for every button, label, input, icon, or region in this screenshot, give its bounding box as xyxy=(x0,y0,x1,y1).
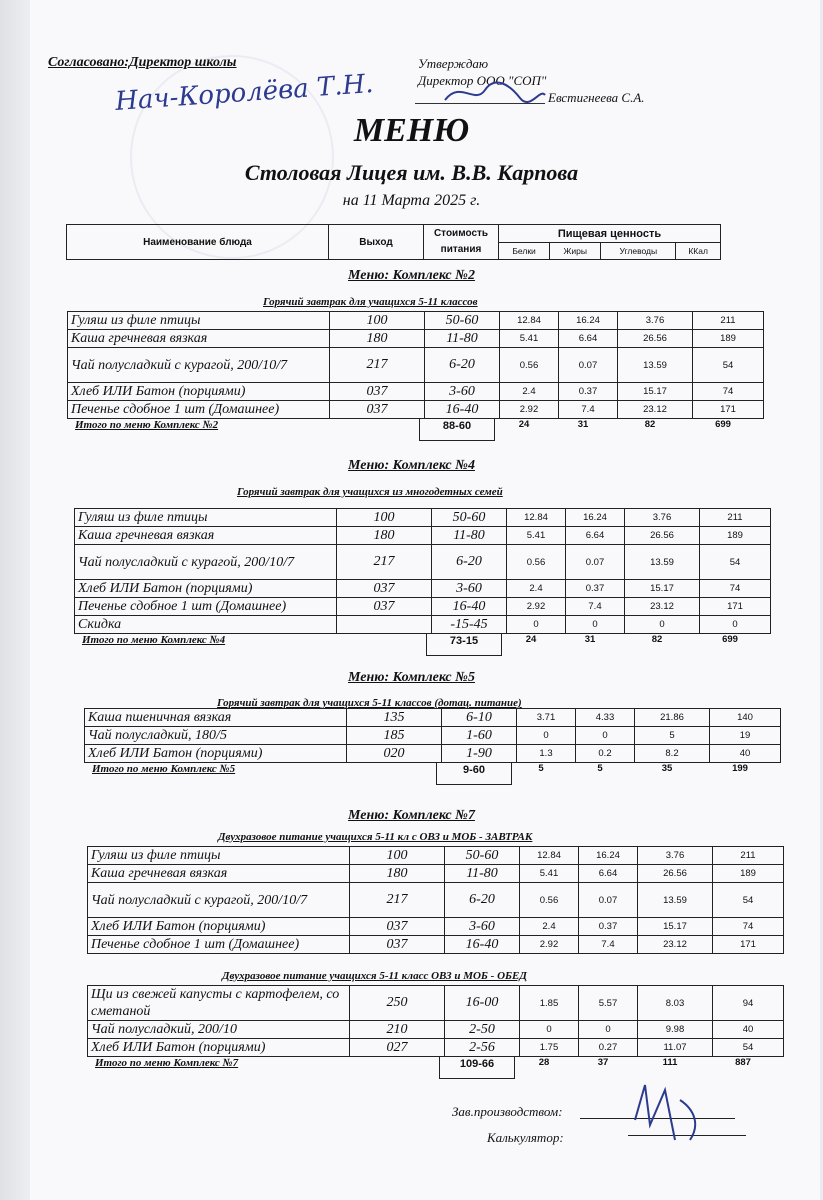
cell-cost: 11-80 xyxy=(432,527,507,545)
section-subtitle: Горячий завтрак для учащихся из многодетных семей xyxy=(237,486,503,498)
footer-calculator-label: Калькулятор: xyxy=(487,1130,564,1145)
cell-kcal: 171 xyxy=(713,936,784,954)
cell-cost: 11-80 xyxy=(425,330,500,348)
table-row xyxy=(88,847,784,865)
total-fat: 5 xyxy=(597,763,603,774)
cell-cost: 50-60 xyxy=(432,509,507,527)
signature-scribble-footer xyxy=(620,1080,720,1150)
cell-fat: 0.27 xyxy=(579,1039,638,1057)
table-row xyxy=(85,745,781,763)
approval-left-label: Согласовано:Директор школы xyxy=(48,55,237,70)
cell-carbs: 8.03 xyxy=(638,986,713,1021)
cell-fat: 16.24 xyxy=(559,312,618,330)
cell-kcal: 54 xyxy=(693,348,764,383)
table-row xyxy=(75,527,771,545)
cell-kcal: 189 xyxy=(700,527,771,545)
cell-name: Чай полусладкий, 200/10 xyxy=(88,1021,350,1039)
signature-scribble-right xyxy=(440,80,550,110)
cell-portion: 037 xyxy=(330,401,425,419)
cell-kcal: 189 xyxy=(713,865,784,883)
cell-fat: 0.07 xyxy=(559,348,618,383)
handwritten-signature-left: Нач-Королёва Т.Н. xyxy=(114,69,375,117)
table-row xyxy=(68,348,764,383)
section-title: Меню: Комплекс №7 xyxy=(348,808,475,823)
cell-kcal: 74 xyxy=(713,918,784,936)
cell-carbs: 23.12 xyxy=(638,936,713,954)
table-row xyxy=(75,509,771,527)
cell-kcal: 189 xyxy=(693,330,764,348)
cell-kcal: 40 xyxy=(710,745,781,763)
cell-cost: 16-40 xyxy=(445,936,520,954)
cell-portion: 100 xyxy=(337,509,432,527)
cell-cost: 50-60 xyxy=(425,312,500,330)
section-title: Меню: Комплекс №2 xyxy=(348,268,475,283)
cell-carbs: 26.56 xyxy=(625,527,700,545)
header-nutrition: Пищевая ценность xyxy=(499,225,721,243)
cell-protein: 0 xyxy=(517,727,576,745)
cell-protein: 2.4 xyxy=(500,383,559,401)
cell-protein: 0.56 xyxy=(507,545,566,580)
table-row xyxy=(85,727,781,745)
cell-portion: 020 xyxy=(347,745,442,763)
table-row xyxy=(88,1039,784,1057)
cell-fat: 0 xyxy=(576,727,635,745)
total-kcal: 199 xyxy=(732,763,748,774)
table-row xyxy=(88,883,784,918)
cell-protein: 1.85 xyxy=(520,986,579,1021)
table-row xyxy=(68,383,764,401)
table-row xyxy=(68,312,764,330)
cell-protein: 12.84 xyxy=(507,509,566,527)
table-row xyxy=(75,580,771,598)
cell-fat: 7.4 xyxy=(566,598,625,616)
cell-cost: 2-56 xyxy=(445,1039,520,1057)
cell-cost: 16-00 xyxy=(445,986,520,1021)
cell-fat: 0 xyxy=(579,1021,638,1039)
cell-portion: 027 xyxy=(350,1039,445,1057)
total-label: Итого по меню Комплекс №7 xyxy=(95,1057,239,1069)
cell-carbs: 13.59 xyxy=(618,348,693,383)
cell-name: Гуляш из филе птицы xyxy=(68,312,330,330)
cell-name: Каша гречневая вязкая xyxy=(68,330,330,348)
cell-kcal: 211 xyxy=(713,847,784,865)
cell-cost: 11-80 xyxy=(445,865,520,883)
page-date: на 11 Марта 2025 г. xyxy=(342,192,481,209)
cell-cost: 6-20 xyxy=(432,545,507,580)
table-row xyxy=(68,330,764,348)
cell-portion: 037 xyxy=(350,936,445,954)
cell-portion: 100 xyxy=(330,312,425,330)
page-title: МЕНЮ xyxy=(353,112,470,149)
cell-carbs: 3.76 xyxy=(618,312,693,330)
approval-right-line1: Утверждаю xyxy=(418,56,489,71)
cell-portion: 217 xyxy=(330,348,425,383)
cell-kcal: 140 xyxy=(710,709,781,727)
total-protein: 24 xyxy=(518,419,530,430)
cell-name: Чай полусладкий с курагой, 200/10/7 xyxy=(68,348,330,383)
cell-carbs: 8.2 xyxy=(635,745,710,763)
cell-name: Печенье сдобное 1 шт (Домашнее) xyxy=(88,936,350,954)
cell-carbs: 9.98 xyxy=(638,1021,713,1039)
cell-protein: 1.75 xyxy=(520,1039,579,1057)
cell-cost: 6-10 xyxy=(442,709,517,727)
cell-portion: 037 xyxy=(337,598,432,616)
cell-portion: 217 xyxy=(337,545,432,580)
total-kcal: 699 xyxy=(715,419,731,430)
cell-portion: 180 xyxy=(350,865,445,883)
cell-cost: 6-20 xyxy=(445,883,520,918)
total-carbs: 35 xyxy=(661,763,673,774)
cell-cost: 3-60 xyxy=(432,580,507,598)
header-protein: Белки xyxy=(499,243,550,260)
cell-fat: 7.4 xyxy=(579,936,638,954)
cell-kcal: 54 xyxy=(700,545,771,580)
cell-kcal: 40 xyxy=(713,1021,784,1039)
section-title: Меню: Комплекс №5 xyxy=(348,670,475,685)
menu-table-section-2 xyxy=(74,508,771,634)
cell-name: Каша гречневая вязкая xyxy=(88,865,350,883)
cell-fat: 7.4 xyxy=(559,401,618,419)
header-portion: Выход xyxy=(329,225,424,260)
cell-name: Щи из свежей капусты с картофелем, со сметаной xyxy=(88,986,350,1021)
header-carbs: Углеводы xyxy=(601,243,676,260)
section-subtitle: Горячий завтрак для учащихся 5-11 классов (дотац. питание) xyxy=(217,697,522,709)
cell-kcal: 19 xyxy=(710,727,781,745)
header-cost xyxy=(424,225,499,260)
footer-production-label: Зав.производством: xyxy=(452,1104,563,1119)
table-row xyxy=(75,598,771,616)
cell-fat: 0.37 xyxy=(566,580,625,598)
cell-fat: 0.37 xyxy=(579,918,638,936)
table-row xyxy=(75,545,771,580)
cell-carbs: 26.56 xyxy=(638,865,713,883)
cell-kcal: 211 xyxy=(700,509,771,527)
total-carbs: 82 xyxy=(651,634,663,645)
section-subtitle: Двухразовое питание учащихся 5-11 кл с ОВЗ и МОБ - ЗАВТРАК xyxy=(218,831,533,843)
cell-cost: -15-45 xyxy=(432,616,507,634)
cell-cost: 16-40 xyxy=(425,401,500,419)
cell-fat: 4.33 xyxy=(576,709,635,727)
cell-kcal: 94 xyxy=(713,986,784,1021)
cell-cost: 3-60 xyxy=(445,918,520,936)
table-row xyxy=(88,936,784,954)
total-fat: 31 xyxy=(584,634,596,645)
cell-name: Печенье сдобное 1 шт (Домашнее) xyxy=(75,598,337,616)
cell-portion: 135 xyxy=(347,709,442,727)
cell-portion: 100 xyxy=(350,847,445,865)
cell-carbs: 23.12 xyxy=(618,401,693,419)
menu-table-section-4-lunch xyxy=(87,985,784,1057)
approval-right-line2: Директор ООО "СОП" xyxy=(418,73,547,88)
cell-kcal: 74 xyxy=(693,383,764,401)
cell-protein: 5.41 xyxy=(507,527,566,545)
total-cost: 88-60 xyxy=(419,418,495,441)
cell-protein: 0.56 xyxy=(520,883,579,918)
cell-portion: 217 xyxy=(350,883,445,918)
cell-cost: 50-60 xyxy=(445,847,520,865)
cell-carbs: 15.17 xyxy=(618,383,693,401)
cell-protein: 2.4 xyxy=(520,918,579,936)
cell-fat: 0.2 xyxy=(576,745,635,763)
cell-carbs: 15.17 xyxy=(638,918,713,936)
cell-carbs: 11.07 xyxy=(638,1039,713,1057)
cell-kcal: 0 xyxy=(700,616,771,634)
menu-table-section-1 xyxy=(67,311,764,419)
cell-protein: 1.3 xyxy=(517,745,576,763)
cell-kcal: 54 xyxy=(713,883,784,918)
cell-protein: 2.92 xyxy=(507,598,566,616)
cell-protein: 3.71 xyxy=(517,709,576,727)
total-carbs: 82 xyxy=(644,419,656,430)
cell-name: Хлеб ИЛИ Батон (порциями) xyxy=(75,580,337,598)
cell-name: Чай полусладкий, 180/5 xyxy=(85,727,347,745)
cell-fat: 0.37 xyxy=(559,383,618,401)
cell-protein: 0 xyxy=(507,616,566,634)
header-kcal: ККал xyxy=(676,243,721,260)
cell-protein: 12.84 xyxy=(500,312,559,330)
table-row xyxy=(68,401,764,419)
cell-protein: 12.84 xyxy=(520,847,579,865)
cell-name: Хлеб ИЛИ Батон (порциями) xyxy=(85,745,347,763)
table-header xyxy=(66,224,721,260)
cell-carbs: 3.76 xyxy=(638,847,713,865)
cell-kcal: 74 xyxy=(700,580,771,598)
cell-carbs: 0 xyxy=(625,616,700,634)
cell-cost: 1-60 xyxy=(442,727,517,745)
cell-fat: 5.57 xyxy=(579,986,638,1021)
cell-protein: 5.41 xyxy=(520,865,579,883)
total-label: Итого по меню Комплекс №5 xyxy=(92,763,236,775)
cell-fat: 16.24 xyxy=(579,847,638,865)
cell-protein: 2.4 xyxy=(507,580,566,598)
cell-name: Чай полусладкий с курагой, 200/10/7 xyxy=(88,883,350,918)
cell-protein: 0.56 xyxy=(500,348,559,383)
cell-portion: 037 xyxy=(337,580,432,598)
cell-name: Печенье сдобное 1 шт (Домашнее) xyxy=(68,401,330,419)
cell-carbs: 13.59 xyxy=(638,883,713,918)
section-subtitle-2: Двухразовое питание учащихся 5-11 класс ОВЗ и МОБ - ОБЕД xyxy=(222,970,527,982)
cell-carbs: 21.86 xyxy=(635,709,710,727)
cell-fat: 16.24 xyxy=(566,509,625,527)
total-protein: 24 xyxy=(525,634,537,645)
cell-name: Каша пшеничная вязкая xyxy=(85,709,347,727)
cell-name: Гуляш из филе птицы xyxy=(88,847,350,865)
cell-fat: 0.07 xyxy=(566,545,625,580)
cell-name: Чай полусладкий с курагой, 200/10/7 xyxy=(75,545,337,580)
total-kcal: 887 xyxy=(735,1057,751,1068)
total-carbs: 111 xyxy=(662,1057,678,1068)
cell-cost: 6-20 xyxy=(425,348,500,383)
cell-protein: 2.92 xyxy=(500,401,559,419)
page-subtitle: Столовая Лицея им. В.В. Карпова xyxy=(244,160,579,185)
cell-kcal: 211 xyxy=(693,312,764,330)
cell-kcal: 54 xyxy=(713,1039,784,1057)
total-fat: 37 xyxy=(597,1057,609,1068)
total-cost: 73-15 xyxy=(426,633,502,656)
cell-portion: 037 xyxy=(350,918,445,936)
cell-name: Гуляш из филе птицы xyxy=(75,509,337,527)
cell-name: Каша гречневая вязкая xyxy=(75,527,337,545)
cell-fat: 6.64 xyxy=(579,865,638,883)
cell-protein: 2.92 xyxy=(520,936,579,954)
cell-cost: 1-90 xyxy=(442,745,517,763)
total-fat: 31 xyxy=(577,419,589,430)
section-subtitle: Горячий завтрак для учащихся 5-11 классов xyxy=(263,296,478,308)
cell-name: Хлеб ИЛИ Батон (порциями) xyxy=(88,918,350,936)
cell-cost: 3-60 xyxy=(425,383,500,401)
header-fat: Жиры xyxy=(550,243,601,260)
table-row xyxy=(85,709,781,727)
cell-portion: 210 xyxy=(350,1021,445,1039)
cell-portion: 180 xyxy=(330,330,425,348)
table-row xyxy=(88,918,784,936)
total-label: Итого по меню Комплекс №4 xyxy=(82,634,226,646)
cell-kcal: 171 xyxy=(700,598,771,616)
cell-carbs: 13.59 xyxy=(625,545,700,580)
total-kcal: 699 xyxy=(722,634,738,645)
cell-portion: 185 xyxy=(347,727,442,745)
cell-carbs: 23.12 xyxy=(625,598,700,616)
cell-protein: 5.41 xyxy=(500,330,559,348)
table-row xyxy=(75,616,771,634)
header-cost-line1: Стоимость xyxy=(433,228,489,239)
approval-right-name: Евстигнеева С.А. xyxy=(548,90,645,105)
cell-kcal: 171 xyxy=(693,401,764,419)
cell-fat: 6.64 xyxy=(566,527,625,545)
menu-table-section-4 xyxy=(87,846,784,954)
table-row xyxy=(88,986,784,1021)
cell-carbs: 26.56 xyxy=(618,330,693,348)
cell-fat: 0 xyxy=(566,616,625,634)
cell-name: Скидка xyxy=(75,616,337,634)
cell-portion: 180 xyxy=(337,527,432,545)
menu-table-section-3 xyxy=(84,708,781,763)
total-protein: 28 xyxy=(538,1057,550,1068)
cell-portion: 037 xyxy=(330,383,425,401)
cell-portion xyxy=(337,616,432,634)
cell-fat: 0.07 xyxy=(579,883,638,918)
total-cost: 9-60 xyxy=(436,762,512,785)
cell-cost: 2-50 xyxy=(445,1021,520,1039)
total-cost: 109-66 xyxy=(439,1056,515,1079)
cell-fat: 6.64 xyxy=(559,330,618,348)
cell-cost: 16-40 xyxy=(432,598,507,616)
section-title: Меню: Комплекс №4 xyxy=(348,458,475,473)
cell-name: Хлеб ИЛИ Батон (порциями) xyxy=(68,383,330,401)
cell-carbs: 3.76 xyxy=(625,509,700,527)
cell-protein: 0 xyxy=(520,1021,579,1039)
cell-portion: 250 xyxy=(350,986,445,1021)
table-row xyxy=(88,1021,784,1039)
cell-carbs: 15.17 xyxy=(625,580,700,598)
total-protein: 5 xyxy=(538,763,544,774)
total-label: Итого по меню Комплекс №2 xyxy=(75,419,219,431)
cell-carbs: 5 xyxy=(635,727,710,745)
cell-name: Хлеб ИЛИ Батон (порциями) xyxy=(88,1039,350,1057)
table-row xyxy=(88,865,784,883)
header-cost-line2: питания xyxy=(440,244,482,255)
header-name: Наименование блюда xyxy=(67,225,329,260)
